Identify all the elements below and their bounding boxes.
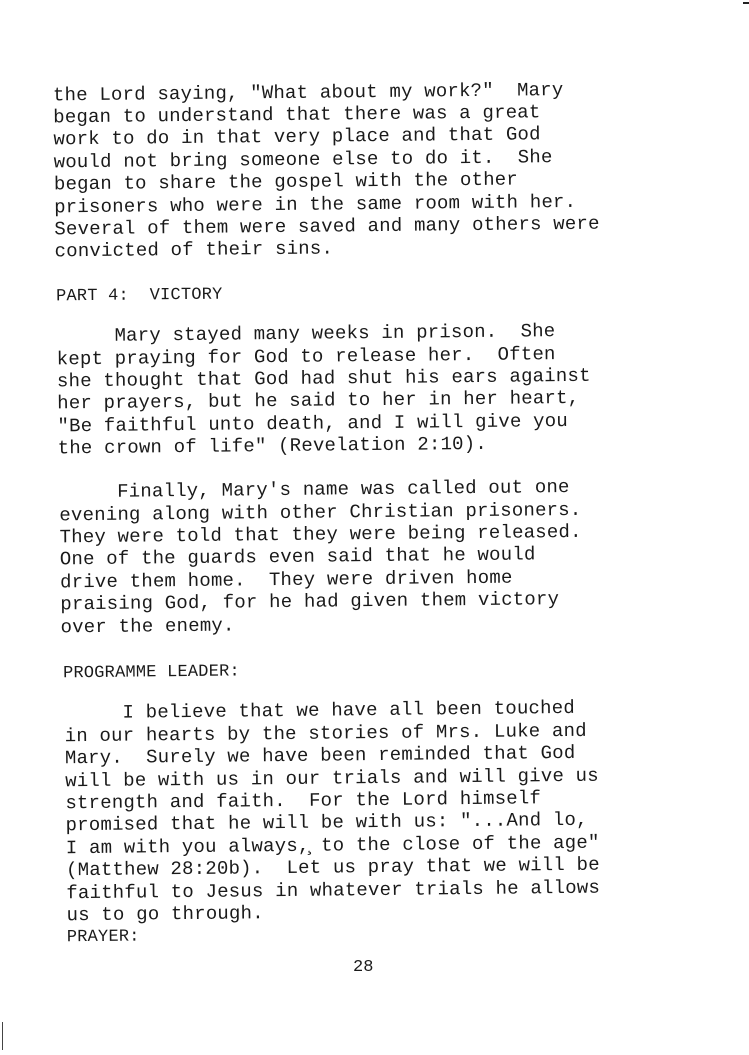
- text-line: will be with us in our trials and will give us: [65, 764, 599, 793]
- page-number: 28: [353, 958, 374, 977]
- text-line: began to understand that there was a great: [53, 101, 541, 129]
- scan-edge-mark: [743, 2, 749, 4]
- text-line: I believe that we have all been touched: [64, 696, 576, 725]
- text-line: would not bring someone else to do it. She: [53, 146, 553, 174]
- text-line: her prayers, but he said to her in her heart,: [57, 386, 580, 415]
- text-line: I am with you always,̧ to the close of the age": [65, 831, 600, 860]
- text-line: she thought that God had shut his ears against: [56, 364, 591, 393]
- text-line: promised that he will be with us: "...And lo,: [65, 808, 588, 837]
- section-heading: PRAYER:: [66, 927, 140, 948]
- text-line: kept praying for God to release her. Often: [56, 343, 556, 371]
- text-line: They were told that they were being released.: [59, 520, 582, 549]
- text-line: One of the guards even said that he would: [59, 543, 536, 571]
- scan-edge-mark: [2, 1022, 3, 1050]
- text-line: prisoners who were in the same room with her.: [54, 190, 577, 219]
- text-line: strength and faith. For the Lord himself: [65, 787, 542, 815]
- text-line: us to go through.: [66, 902, 264, 927]
- text-line: work to do in that very place and that God: [53, 123, 541, 151]
- text-line: began to share the gospel with the other: [53, 168, 519, 196]
- text-line: in our hearts by the stories of Mrs. Luke and: [64, 719, 587, 748]
- text-line: Several of them were saved and many others were: [54, 212, 600, 241]
- text-line: praising God, for he had given them victory: [60, 588, 560, 616]
- text-line: evening along with other Christian prisoners.: [59, 498, 582, 527]
- text-line: Mary. Surely we have been reminded that God: [64, 741, 576, 770]
- text-line: faithful to Jesus in whatever trials he allows: [66, 876, 601, 905]
- text-line: (Matthew 28:20b). Let us pray that we will be: [65, 853, 600, 882]
- section-heading: PROGRAMME LEADER:: [62, 662, 240, 684]
- text-line: convicted of their sins.: [54, 237, 334, 263]
- text-line: Mary stayed many weeks in prison. She: [56, 320, 556, 348]
- text-line: the crown of life" (Revelation 2:10).: [57, 432, 488, 460]
- text-line: the Lord saying, "What about my work?" Mary: [52, 79, 564, 107]
- text-line: Finally, Mary's name was called out one: [59, 475, 570, 504]
- section-heading: PART 4: VICTORY: [55, 285, 223, 307]
- text-line: "Be faithful unto death, and I will give you: [57, 409, 569, 438]
- text-line: drive them home. They were driven home: [59, 566, 513, 594]
- text-line: over the enemy.: [60, 614, 235, 639]
